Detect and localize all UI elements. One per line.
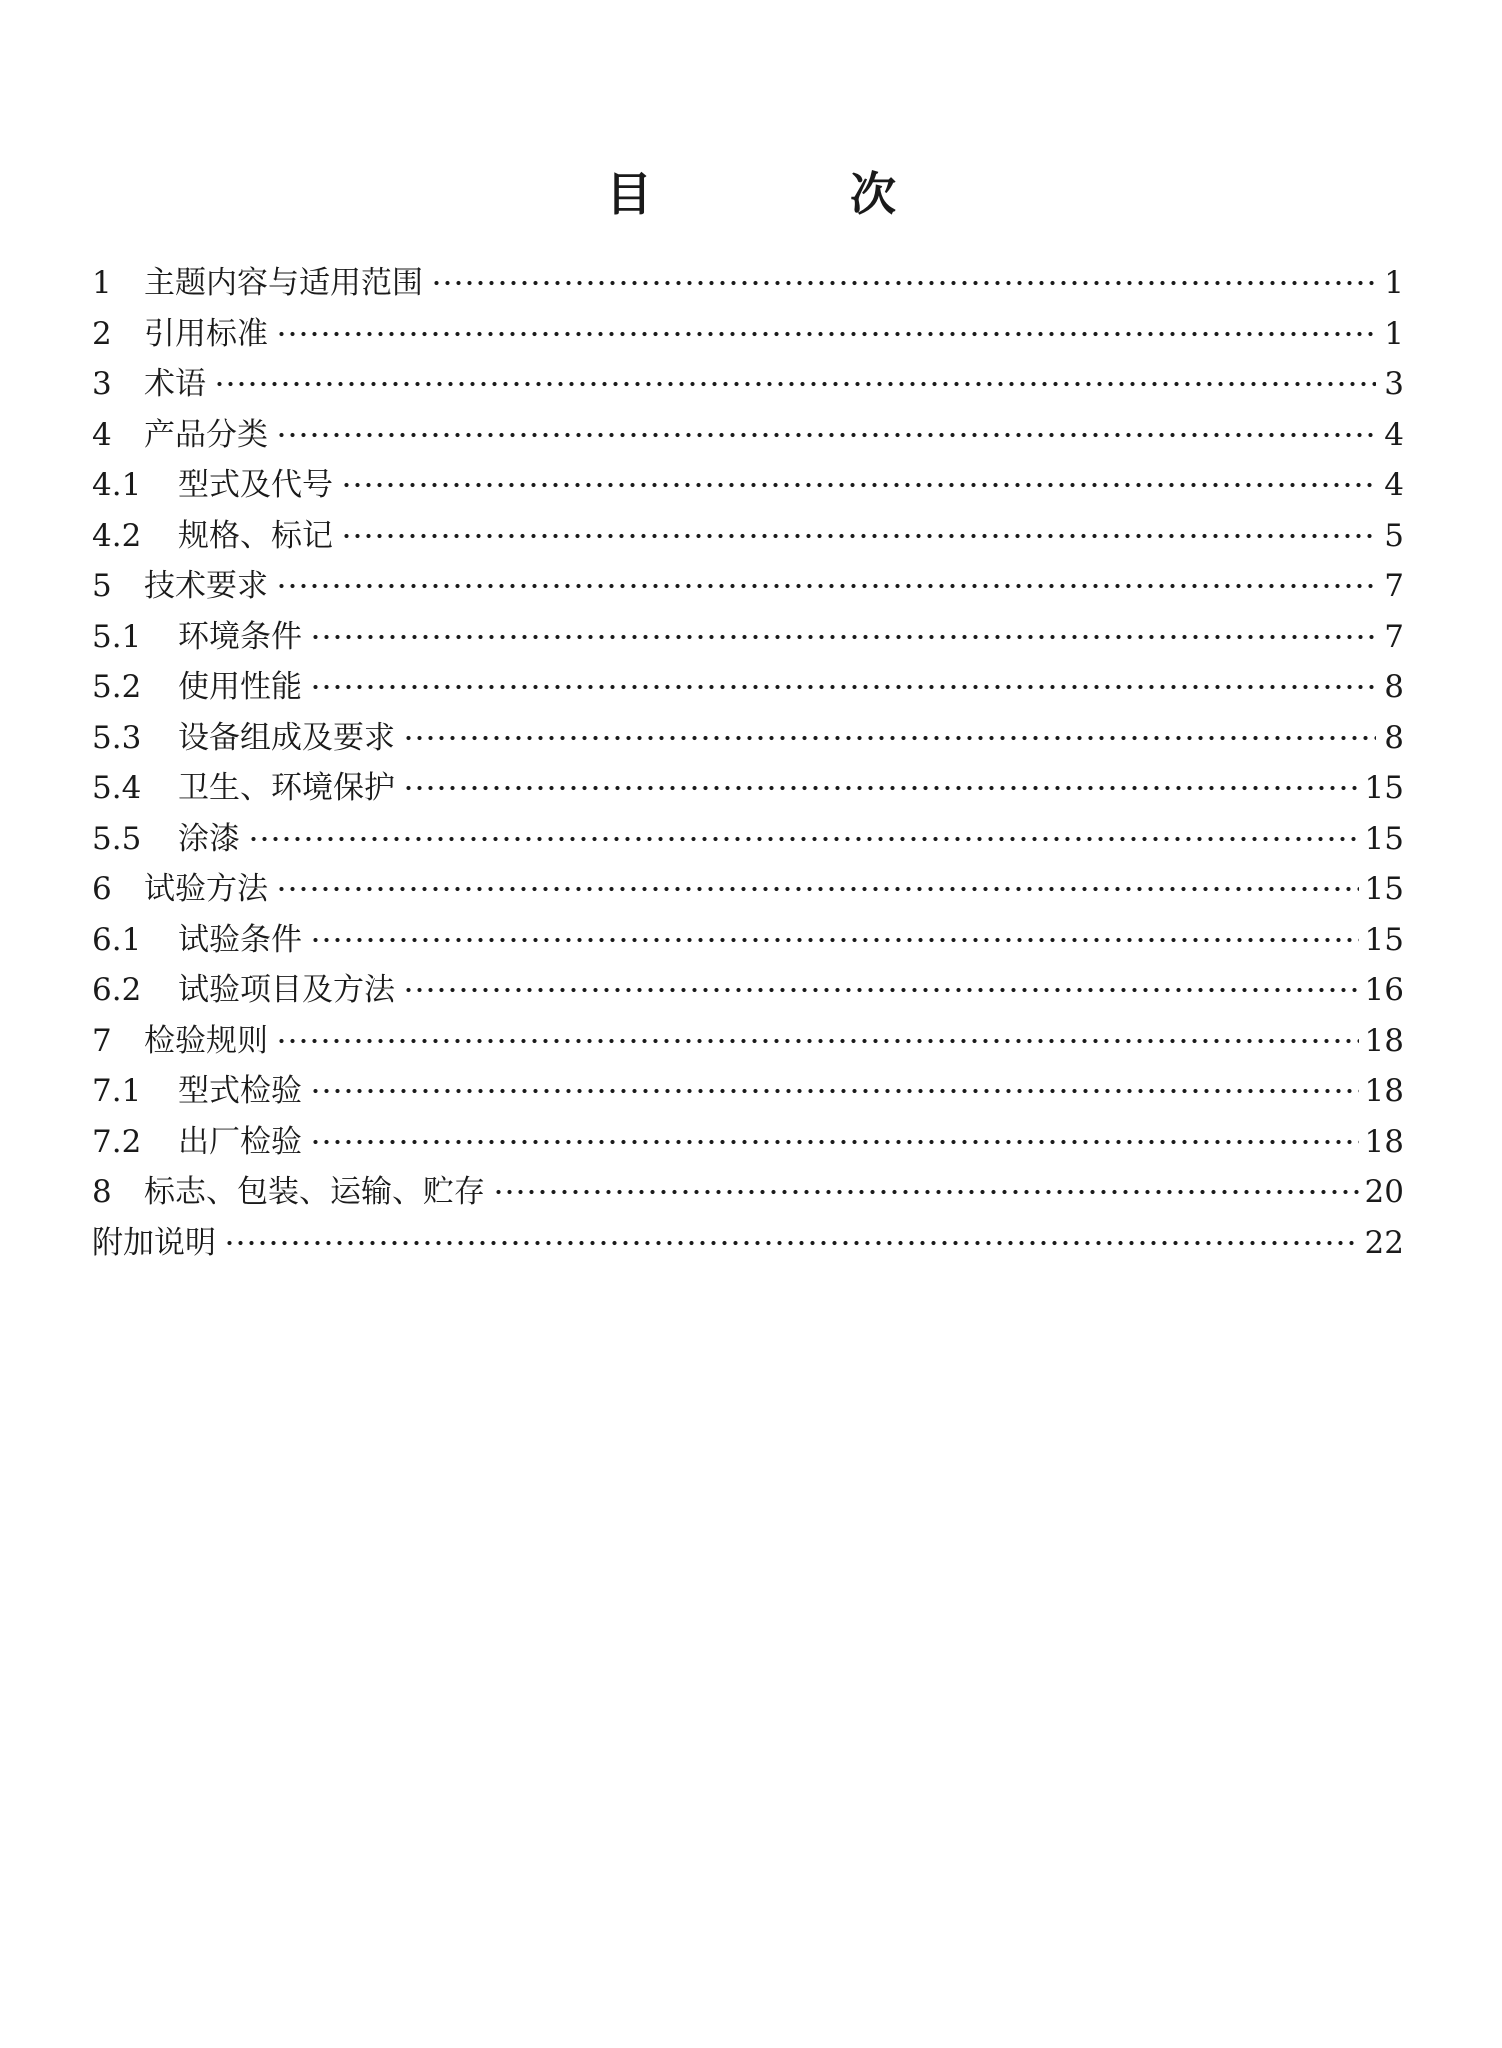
toc-entry-title: 产品分类 xyxy=(144,416,268,453)
toc-entry xyxy=(92,511,1404,562)
toc-entry-title: 附加说明 xyxy=(92,1224,216,1261)
toc-entry xyxy=(92,763,1404,814)
toc-entry-number: 5.3 xyxy=(92,719,142,756)
toc-entry-page-number: 18 xyxy=(1364,1022,1404,1059)
toc-entry-number: 5.4 xyxy=(92,770,142,806)
toc-entry-title: 规格、标记 xyxy=(178,517,333,554)
toc-entry-page-number: 7 xyxy=(1384,568,1404,604)
toc-entry-number: 6 xyxy=(92,871,112,907)
toc-entry-title: 卫生、环境保护 xyxy=(178,770,395,806)
toc-entry xyxy=(92,612,1404,663)
toc-dot-leader xyxy=(224,1240,1359,1246)
toc-entry-number: 7.1 xyxy=(92,1073,142,1109)
toc-entry-number: 4.1 xyxy=(92,467,142,503)
toc-entry-page-number: 15 xyxy=(1364,770,1404,806)
toc-entry-page-number: 3 xyxy=(1384,366,1404,402)
toc-entry xyxy=(92,359,1404,410)
toc-entry-number: 6.1 xyxy=(92,921,142,958)
toc-entry-title: 出厂检验 xyxy=(178,1123,302,1160)
toc-entry-title: 试验项目及方法 xyxy=(178,972,395,1008)
toc-dot-leader xyxy=(276,583,1376,589)
toc-entry-number: 2 xyxy=(92,315,112,352)
toc-entry-page-number: 8 xyxy=(1384,719,1404,756)
toc-entry xyxy=(92,1016,1404,1067)
toc-dot-leader xyxy=(403,785,1359,791)
toc-dot-leader xyxy=(248,836,1359,842)
table-of-contents xyxy=(92,258,1404,1268)
toc-dot-leader xyxy=(341,533,1376,539)
toc-entry-page-number: 18 xyxy=(1364,1123,1404,1160)
toc-dot-leader xyxy=(276,886,1359,892)
toc-dot-leader xyxy=(403,987,1359,993)
toc-dot-leader xyxy=(431,280,1376,286)
toc-entry-page-number: 15 xyxy=(1364,871,1404,907)
toc-entry-number: 4.2 xyxy=(92,517,142,554)
toc-entry-title: 主题内容与适用范围 xyxy=(144,265,423,301)
toc-dot-leader xyxy=(310,1088,1359,1094)
toc-entry xyxy=(92,309,1404,360)
toc-entry xyxy=(92,460,1404,511)
toc-entry-number: 5.1 xyxy=(92,618,142,655)
toc-dot-leader xyxy=(310,634,1376,640)
toc-entry-title: 技术要求 xyxy=(144,568,268,604)
toc-entry-title: 环境条件 xyxy=(178,618,302,655)
toc-entry-number: 3 xyxy=(92,366,112,402)
toc-entry-page-number: 1 xyxy=(1384,265,1404,301)
toc-entry-page-number: 20 xyxy=(1364,1174,1404,1210)
toc-dot-leader xyxy=(341,482,1376,488)
toc-entry-page-number: 15 xyxy=(1364,921,1404,958)
toc-entry-title: 型式及代号 xyxy=(178,467,333,503)
toc-entry xyxy=(92,1218,1404,1269)
toc-dot-leader xyxy=(276,331,1376,337)
toc-entry-number: 6.2 xyxy=(92,972,142,1008)
toc-entry-page-number: 4 xyxy=(1384,416,1404,453)
toc-entry xyxy=(92,662,1404,713)
toc-entry xyxy=(92,410,1404,461)
toc-entry-title: 引用标准 xyxy=(144,315,268,352)
toc-entry-title: 术语 xyxy=(144,366,206,402)
toc-entry xyxy=(92,713,1404,764)
toc-entry-page-number: 16 xyxy=(1364,972,1404,1008)
toc-entry-title: 使用性能 xyxy=(178,669,302,705)
toc-entry xyxy=(92,1167,1404,1218)
toc-entry xyxy=(92,1066,1404,1117)
toc-entry-title: 试验方法 xyxy=(144,871,268,907)
toc-entry-title: 设备组成及要求 xyxy=(178,719,395,756)
toc-entry xyxy=(92,814,1404,865)
toc-entry-title: 试验条件 xyxy=(178,921,302,958)
toc-entry-number: 1 xyxy=(92,265,112,301)
toc-dot-leader xyxy=(310,684,1376,690)
toc-dot-leader xyxy=(493,1189,1359,1195)
toc-entry-title: 检验规则 xyxy=(144,1022,268,1059)
toc-entry-number: 5 xyxy=(92,568,112,604)
toc-dot-leader xyxy=(403,735,1376,741)
toc-entry-page-number: 4 xyxy=(1384,467,1404,503)
toc-entry-page-number: 18 xyxy=(1364,1073,1404,1109)
toc-entry-title: 涂漆 xyxy=(178,820,240,857)
toc-dot-leader xyxy=(214,381,1376,387)
toc-dot-leader xyxy=(276,432,1376,438)
toc-entry-title: 型式检验 xyxy=(178,1073,302,1109)
toc-entry-number: 5.5 xyxy=(92,820,142,857)
toc-entry-number: 5.2 xyxy=(92,669,142,705)
toc-dot-leader xyxy=(310,1139,1359,1145)
toc-entry xyxy=(92,965,1404,1016)
toc-entry-page-number: 22 xyxy=(1364,1224,1404,1261)
toc-entry-page-number: 5 xyxy=(1384,517,1404,554)
toc-entry-number: 7 xyxy=(92,1022,112,1059)
toc-entry-number: 4 xyxy=(92,416,112,453)
toc-entry-number: 8 xyxy=(92,1174,112,1210)
toc-entry-page-number: 15 xyxy=(1364,820,1404,857)
toc-entry xyxy=(92,864,1404,915)
toc-entry xyxy=(92,258,1404,309)
toc-entry-number: 7.2 xyxy=(92,1123,142,1160)
toc-entry-page-number: 7 xyxy=(1384,618,1404,655)
toc-dot-leader xyxy=(276,1038,1359,1044)
toc-dot-leader xyxy=(310,937,1359,943)
toc-entry-page-number: 1 xyxy=(1384,315,1404,352)
toc-entry-page-number: 8 xyxy=(1384,669,1404,705)
toc-entry xyxy=(92,915,1404,966)
toc-entry xyxy=(92,1117,1404,1168)
toc-entry-title: 标志、包装、运输、贮存 xyxy=(144,1174,485,1210)
page-title: 目 次 xyxy=(606,166,972,221)
toc-entry xyxy=(92,561,1404,612)
